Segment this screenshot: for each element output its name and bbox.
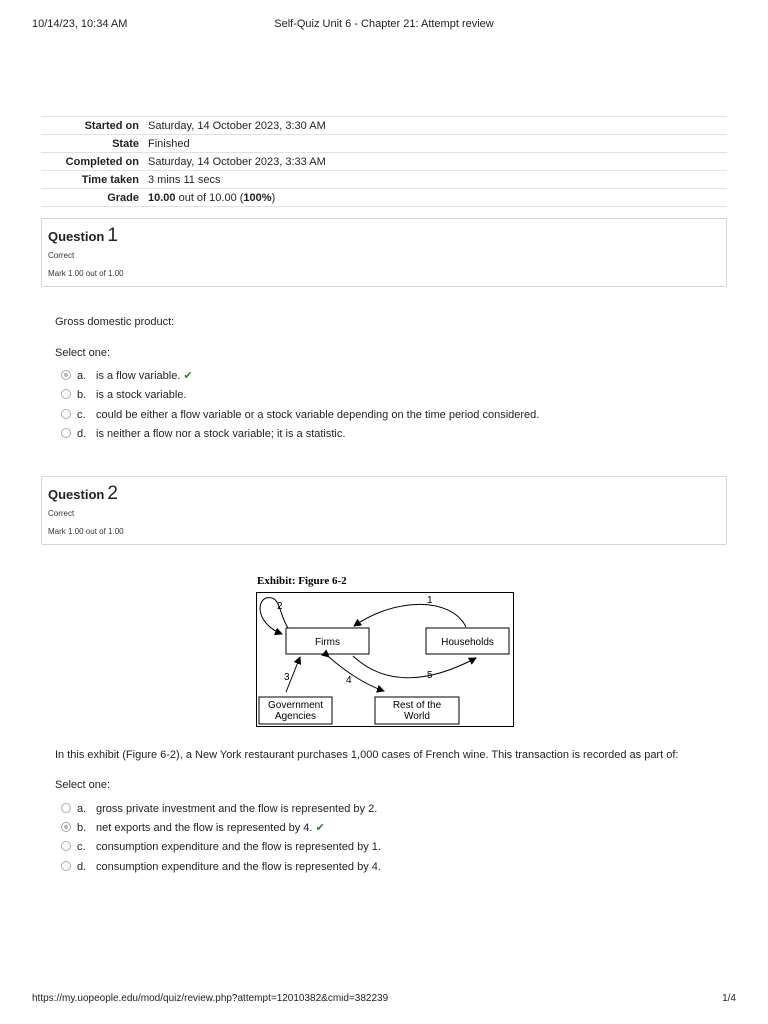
radio-icon[interactable] xyxy=(61,409,71,419)
question-number: 2 xyxy=(107,483,118,504)
question-2-title xyxy=(48,483,118,505)
households-label: Households xyxy=(441,637,494,648)
answer-text: net exports and the flow is represented by 4. xyxy=(96,822,313,834)
answer-text: consumption expenditure and the flow is represented by 4. xyxy=(96,861,381,873)
answer-letter: b. xyxy=(77,822,87,834)
radio-icon[interactable] xyxy=(61,389,71,399)
print-page-title: Self-Quiz Unit 6 - Chapter 21: Attempt review xyxy=(274,18,494,30)
answer-text: is a stock variable. xyxy=(96,389,187,401)
answer-text: consumption expenditure and the flow is represented by 1. xyxy=(96,841,381,853)
answer-option[interactable] xyxy=(61,802,377,816)
checkmark-icon: ✔ xyxy=(315,822,325,834)
answer-letter: a. xyxy=(77,803,87,815)
print-footer xyxy=(32,993,736,1007)
summary-row xyxy=(41,171,727,189)
summary-label: Completed on xyxy=(41,153,148,171)
answer-text: is a flow variable. xyxy=(96,370,181,382)
answer-option[interactable] xyxy=(61,369,193,383)
radio-icon[interactable] xyxy=(61,803,71,813)
summary-value: Saturday, 14 October 2023, 3:33 AM xyxy=(148,153,727,171)
firms-label: Firms xyxy=(315,637,340,648)
answer-option[interactable] xyxy=(61,388,186,402)
flow-label-4: 4 xyxy=(346,675,352,686)
print-datetime: 10/14/23, 10:34 AM xyxy=(32,18,128,30)
answer-letter: d. xyxy=(77,861,87,873)
page-number: 1/4 xyxy=(722,993,736,1004)
summary-label: State xyxy=(41,135,148,153)
question-number: 1 xyxy=(107,225,118,246)
answer-option[interactable] xyxy=(61,427,345,441)
world-label: World xyxy=(404,711,430,722)
summary-label: Time taken xyxy=(41,171,148,189)
summary-label: Started on xyxy=(41,117,148,135)
question-state: Correct xyxy=(48,251,75,260)
question-1-info xyxy=(41,218,727,287)
answer-letter: c. xyxy=(77,409,86,421)
flow-label-3: 3 xyxy=(284,672,290,683)
answer-letter: c. xyxy=(77,841,86,853)
summary-value: 3 mins 11 secs xyxy=(148,171,727,189)
grade-end: ) xyxy=(271,191,276,204)
question-title-label: Question xyxy=(48,229,105,244)
question-1-title xyxy=(48,225,118,247)
question-2-info xyxy=(41,476,727,545)
flow-diagram xyxy=(256,592,514,727)
page-url: https://my.uopeople.edu/mod/quiz/review.php?attempt=12010382&cmid=382239 xyxy=(32,993,389,1004)
grade-value xyxy=(148,189,727,207)
radio-icon[interactable] xyxy=(61,841,71,851)
radio-icon[interactable] xyxy=(61,822,71,832)
attempt-summary-table xyxy=(41,116,727,207)
answer-option[interactable] xyxy=(61,408,539,422)
flow-label-2: 2 xyxy=(277,601,283,612)
question-state: Correct xyxy=(48,509,75,518)
answer-letter: a. xyxy=(77,370,87,382)
question-2-text: In this exhibit (Figure 6-2), a New York restaurant purchases 1,000 cases of French wine. This transaction is recorded as part of: xyxy=(55,749,679,761)
rest-of-world-label: Rest of the xyxy=(392,700,442,711)
flow-label-1: 1 xyxy=(427,595,433,606)
government-label: Government xyxy=(267,700,324,711)
question-title-label: Question xyxy=(48,487,105,502)
question-1-select-label: Select one: xyxy=(55,347,111,359)
summary-value: Saturday, 14 October 2023, 3:30 AM xyxy=(148,117,727,135)
question-mark: Mark 1.00 out of 1.00 xyxy=(48,527,124,536)
grade-percent: 100% xyxy=(243,191,272,204)
grade-score: 10.00 xyxy=(148,191,176,204)
summary-row xyxy=(41,135,727,153)
radio-icon[interactable] xyxy=(61,428,71,438)
radio-icon[interactable] xyxy=(61,370,71,380)
grade-middle: out of 10.00 ( xyxy=(175,191,244,204)
answer-option[interactable] xyxy=(61,821,325,835)
answer-option[interactable] xyxy=(61,840,381,854)
summary-row-grade xyxy=(41,189,727,207)
answer-text: gross private investment and the flow is represented by 2. xyxy=(96,803,378,815)
radio-icon[interactable] xyxy=(61,861,71,871)
question-1-text: Gross domestic product: xyxy=(55,316,175,328)
grade-label: Grade xyxy=(41,189,148,207)
print-header xyxy=(32,18,736,32)
question-2-select-label: Select one: xyxy=(55,779,111,791)
figure-title: Exhibit: Figure 6-2 xyxy=(257,575,347,587)
answer-option[interactable] xyxy=(61,860,381,874)
agencies-label: Agencies xyxy=(274,711,317,722)
checkmark-icon: ✔ xyxy=(183,370,193,382)
answer-letter: d. xyxy=(77,428,87,440)
flow-label-5: 5 xyxy=(427,670,433,681)
answer-text: is neither a flow nor a stock variable; it is a statistic. xyxy=(96,428,346,440)
question-mark: Mark 1.00 out of 1.00 xyxy=(48,269,124,278)
summary-value: Finished xyxy=(148,135,727,153)
answer-letter: b. xyxy=(77,389,87,401)
answer-text: could be either a flow variable or a stock variable depending on the time period considered. xyxy=(96,409,540,421)
summary-row xyxy=(41,153,727,171)
summary-row xyxy=(41,117,727,135)
